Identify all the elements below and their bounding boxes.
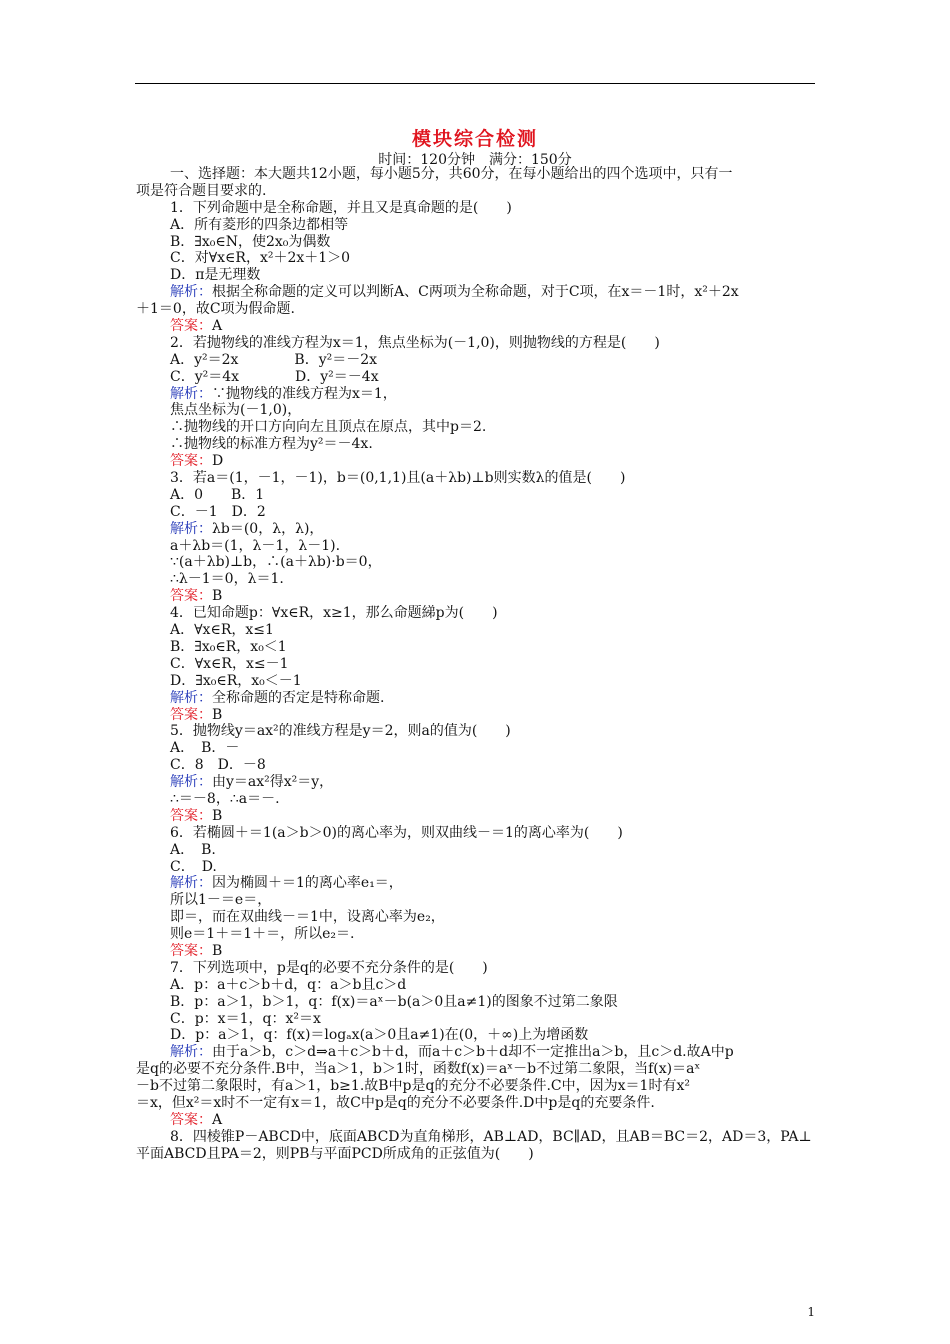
text-line (136, 369, 816, 386)
answer-label: 答案： (170, 318, 212, 335)
line-text: ∴抛物线的开口方向向左且顶点在原点，其中p＝2. (170, 419, 487, 436)
line-text: B (212, 588, 223, 605)
line-text: 8．四棱锥P－ABCD中，底面ABCD为直角梯形，AB⊥AD，BC∥AD，且AB＝BC＝2，AD＝3，PA⊥ (170, 1128, 812, 1145)
analysis-label: 解析： (170, 1044, 212, 1061)
line-text: B．∃x₀∈R，x₀＜1 (170, 638, 287, 655)
text-line (136, 707, 816, 724)
line-text: 是q的必要不充分条件.B中，当a＞1，b＞1时，函数f(x)＝aˣ－b不过第二象限，当f(x)＝aˣ (136, 1061, 701, 1078)
line-text: D．∃x₀∈R，x₀＜－1 (170, 672, 302, 689)
text-line (136, 757, 816, 774)
line-text: C．－1 D．2 (170, 503, 266, 520)
answer-label: 答案： (170, 453, 212, 470)
line-text: ∴抛物线的标准方程为y²＝－4x. (170, 436, 373, 453)
line-text: 所以1－＝e＝， (170, 892, 272, 909)
text-line (136, 943, 816, 960)
analysis-label: 解析： (170, 385, 212, 402)
text-line (136, 453, 816, 470)
line-text: ＋1＝0，故C项为假命题. (136, 301, 295, 318)
analysis-label: 解析： (170, 284, 212, 301)
line-text: 由于a＞b，c＞d⇒a＋c＞b＋d，而a＋c＞b＋d却不一定推出a＞b，且c＞d.故A中p (212, 1044, 734, 1061)
text-line (136, 419, 816, 436)
text-line (136, 470, 816, 487)
line-text: 焦点坐标为(－1,0)， (170, 402, 302, 419)
page-number: 1 (807, 1305, 815, 1319)
text-line (136, 554, 816, 571)
text-line (136, 791, 816, 808)
text-line (136, 690, 816, 707)
text-line (136, 200, 816, 217)
text-line (136, 1112, 816, 1129)
text-line (136, 538, 816, 555)
page-title: 模块综合检测 (411, 128, 538, 150)
line-text: 6．若椭圆＋＝1(a＞b＞0)的离心率为，则双曲线－＝1的离心率为( ) (170, 824, 623, 841)
text-line (136, 774, 816, 791)
line-text: C．∀x∈R，x≤－1 (170, 655, 289, 672)
line-text: 1．下列命题中是全称命题，并且又是真命题的是( ) (170, 199, 512, 216)
line-text: B (212, 807, 223, 824)
text-line (136, 183, 816, 200)
line-text: 因为椭圆＋＝1的离心率e₁＝， (212, 875, 403, 892)
line-text: ∴λ－1＝0，λ＝1. (170, 571, 284, 588)
line-text: 一、选择题：本大题共12小题，每小题5分，共60分，在每小题给出的四个选项中，只有一 (170, 166, 733, 182)
line-text: D．π是无理数 (170, 267, 261, 284)
line-text: C．8 D．－8 (170, 757, 266, 774)
text-line (136, 234, 816, 251)
text-line (136, 977, 816, 994)
text-line (136, 267, 816, 284)
text-line (136, 740, 816, 757)
line-text: ＝x，但x²＝x时不一定有x＝1，故C中p是q的充分不必要条件.D中p是q的充要条件. (136, 1094, 655, 1111)
line-text: 2．若抛物线的准线方程为x＝1，焦点坐标为(－1,0)，则抛物线的方程是( ) (170, 334, 660, 351)
line-text: A．∀x∈R，x≤1 (170, 622, 274, 639)
text-line (136, 909, 816, 926)
line-text: A．0 B．1 (170, 486, 265, 503)
line-text: ∵抛物线的准线方程为x＝1， (212, 385, 397, 402)
line-text: B (212, 942, 223, 959)
exam-meta: 时间：120分钟 满分：150分 (378, 152, 572, 168)
text-line (136, 875, 816, 892)
text-line (136, 605, 816, 622)
line-text: A (212, 318, 223, 335)
text-line (136, 892, 816, 909)
line-text: A (212, 1111, 223, 1128)
line-text: C．对∀x∈R，x²＋2x＋1＞0 (170, 250, 351, 267)
line-text: B (212, 706, 223, 723)
answer-label: 答案： (170, 807, 212, 824)
text-line (136, 859, 816, 876)
line-text: 根据全称命题的定义可以判断A、C两项为全称命题，对于C项，在x＝－1时，x²＋2x (212, 284, 739, 301)
line-text: ∴＝－8，∴a＝－. (170, 790, 280, 807)
answer-label: 答案： (170, 942, 212, 959)
line-text: 项是符合题目要求的. (136, 182, 267, 199)
analysis-label: 解析： (170, 520, 212, 537)
text-line (136, 825, 816, 842)
line-text: D (212, 453, 224, 470)
text-line (136, 960, 816, 977)
text-line (136, 842, 816, 859)
text-line (136, 926, 816, 943)
text-line (136, 335, 816, 352)
text-line (136, 402, 816, 419)
text-line (136, 352, 816, 369)
text-line (136, 1129, 816, 1146)
text-line (136, 487, 816, 504)
line-text: C．y²＝4x D．y²＝－4x (170, 368, 379, 385)
line-text: A． B．－ (170, 740, 240, 757)
text-line (136, 301, 816, 318)
text-line (136, 504, 816, 521)
line-text: ∵(a＋λb)⊥b，∴(a＋λb)·b＝0， (170, 554, 382, 571)
line-text: 3．若a＝(1，－1，－1)，b＝(0,1,1)且(a＋λb)⊥b则实数λ的值是( ) (170, 470, 626, 487)
text-line (136, 1044, 816, 1061)
line-text: A． B. (170, 841, 216, 858)
line-text: λb＝(0，λ，λ)， (212, 520, 324, 537)
line-text: 5．抛物线y＝ax²的准线方程是y＝2，则a的值为( ) (170, 723, 511, 740)
line-text: 则e＝1＋＝1＋＝，所以e₂＝. (170, 926, 355, 943)
line-text: 平面ABCD且PA＝2，则PB与平面PCD所成角的正弦值为( ) (136, 1145, 534, 1162)
line-text: C． D. (170, 858, 217, 875)
line-text: A．y²＝2x B．y²＝－2x (170, 351, 378, 368)
line-text: 全称命题的否定是特称命题. (212, 689, 385, 706)
line-text: A．p：a＋c＞b＋d，q：a＞b且c＞d (170, 976, 407, 993)
text-line (136, 1027, 816, 1044)
line-text: B．p：a＞1，b＞1，q：f(x)＝aˣ－b(a＞0且a≠1)的图象不过第二象限 (170, 993, 618, 1010)
line-text: －b不过第二象限时，有a＞1，b≥1.故B中p是q的充分不必要条件.C中，因为x＝1时有x² (136, 1078, 690, 1095)
line-text: C．p：x＝1，q：x²＝x (170, 1010, 321, 1027)
answer-label: 答案： (170, 588, 212, 605)
line-text: B．∃x₀∈N，使2x₀为偶数 (170, 233, 331, 250)
line-text: a＋λb＝(1，λ－1，λ－1). (170, 537, 341, 554)
text-line (136, 1061, 816, 1078)
text-line (136, 166, 816, 183)
analysis-label: 解析： (170, 689, 212, 706)
line-text: 7．下列选项中，p是q的必要不充分条件的是( ) (170, 959, 488, 976)
document-body (136, 166, 816, 1163)
answer-label: 答案： (170, 1111, 212, 1128)
analysis-label: 解析： (170, 875, 212, 892)
text-line (136, 994, 816, 1011)
text-line (136, 656, 816, 673)
text-line (136, 1095, 816, 1112)
text-line (136, 673, 816, 690)
text-line (136, 808, 816, 825)
text-line (136, 250, 816, 267)
line-text: 4．已知命题p：∀x∈R，x≥1，那么命题綈p为( ) (170, 605, 498, 622)
header-rule (135, 83, 815, 84)
text-line (136, 386, 816, 403)
answer-label: 答案： (170, 706, 212, 723)
text-line (136, 521, 816, 538)
line-text: 即＝，而在双曲线－＝1中，设离心率为e₂， (170, 909, 445, 926)
text-line (136, 622, 816, 639)
text-line (136, 639, 816, 656)
text-line (136, 1146, 816, 1163)
line-text: A．所有菱形的四条边都相等 (170, 216, 349, 233)
text-line (136, 571, 816, 588)
text-line (136, 1011, 816, 1028)
text-line (136, 723, 816, 740)
line-text: 由y＝ax²得x²＝y， (212, 774, 334, 791)
text-line (136, 318, 816, 335)
line-text: D．p：a＞1，q：f(x)＝logₐx(a＞0且a≠1)在(0，＋∞)上为增函数 (170, 1027, 589, 1044)
text-line (136, 284, 816, 301)
analysis-label: 解析： (170, 774, 212, 791)
text-line (136, 436, 816, 453)
text-line (136, 1078, 816, 1095)
text-line (136, 217, 816, 234)
text-line (136, 588, 816, 605)
